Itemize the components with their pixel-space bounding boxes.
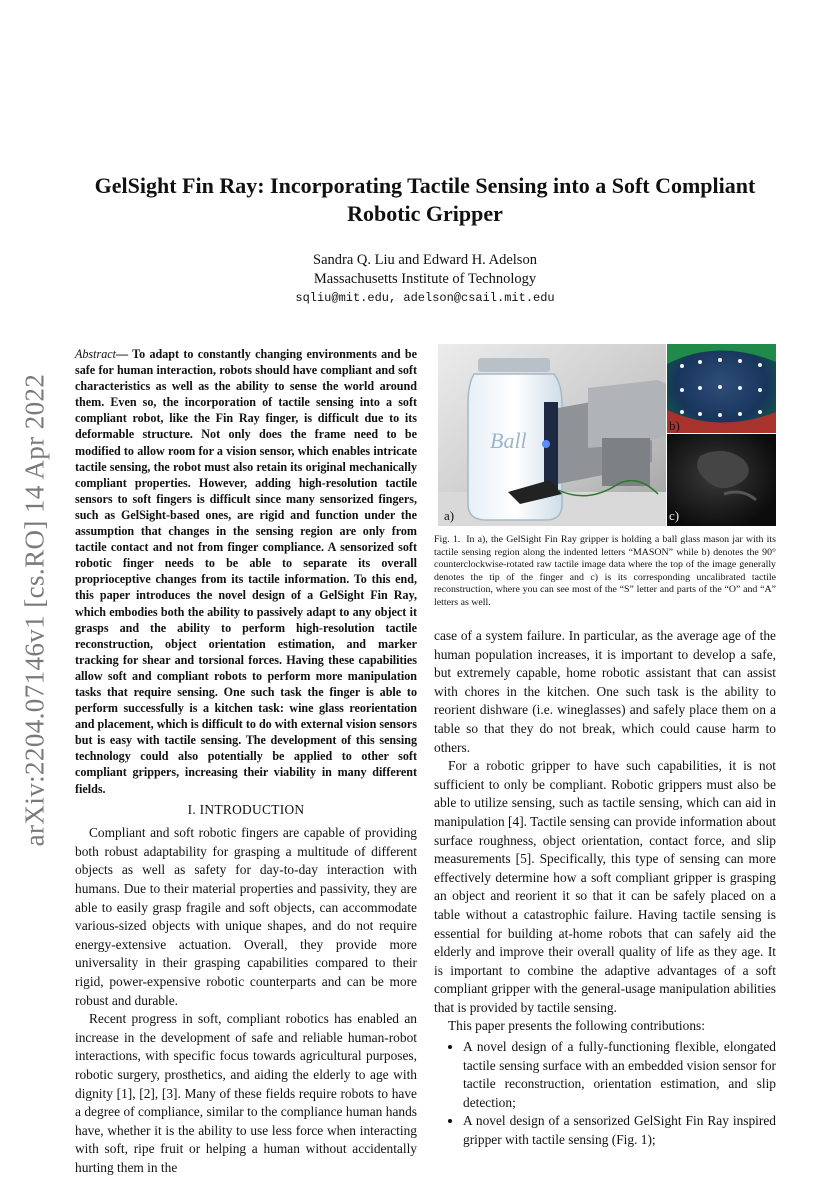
figure-1-caption-text: In a), the GelSight Fin Ray gripper is holding a ball glass mason jar with its tactile sensing region along the indented letters “MASON” while b) denotes the 90° counterclockwise-rotated raw tactile image data where the top of the image generally denotes the tip of the finger and c) is its corresponding uncalibrated tactile reconstruction, where you can see most of the “S” letter and parts of the “O” and “A” letters as well.: [434, 534, 776, 608]
panel-c-tactile-reconstruction: [667, 434, 776, 526]
abstract-label: Abstract: [75, 347, 116, 361]
section-heading-introduction: I. INTRODUCTION: [187, 801, 305, 817]
panel-label-c: c): [669, 508, 680, 523]
intro-paragraph-2-continued: case of a system failure. In particular, as the average age of the human population increases, it is important to develop a safe, but extremely capable, home robotic assistant that can assist with chores in the kitchen. One such task is the ability to reorient dishware (i.e. wineglasses) and safely place them on a table so that they do not break, which could cause harm to others.: [434, 628, 776, 755]
paper-title: GelSight Fin Ray: Incorporating Tactile Sensing into a Soft Compliant Robotic Gripper: [94, 173, 756, 226]
abstract-text: — To adapt to constantly changing environments and be safe for human interaction, robots should have compliant and soft characteristics as well as the ability to sense the world around them. Even so, the incorporation of tactile sensing into a soft compliant robot, like the Fin Ray finger, is difficult due to its deformable structure. Not only does the frame need to be modified to allow room for a vision sensor, which enables intricate tactile sensing, the robot must also retain its original mechanically compliant properties. However, adding high-resolution tactile sensors to soft fingers is difficult since many sensorized fingers, such as GelSight-based ones, are rigid and function under the assumption that changes in the sensing region are only from tactile contact and not from finger compliance. A sensorized soft robotic finger needs to be able to separate its overall proprioceptive changes from its tactile information. To this end, this paper introduces the novel design of a GelSight Fin Ray, which embodies both the ability to passively adapt to any object it grasps and the ability to perform high-resolution tactile reconstruction, object orientation estimation, and marker tracking for shear and torsional forces. Having these capabilities allow soft and compliant robots to perform more manipulation tasks that require sensing. One such task the finger is able to perform successfully is a kitchen task: wine glass reorientation and placement, which is difficult to do with external vision sensors but is easy with tactile sensing. The development of this sensing technology could also potentially be applied to other soft compliant grippers, increasing their viability in many different fields.: [75, 347, 417, 796]
panel-a-photo: [438, 344, 666, 526]
author-block: [60, 251, 790, 308]
arxiv-identifier: [14, 360, 56, 860]
right-column: [434, 627, 776, 1150]
intro-paragraph-1: Compliant and soft robotic fingers are capable of providing both robust adaptability for grasping a multitude of different objects as well as safety for day-to-day interaction with humans. Due to their material properties and passivity, they are able to easily grasp fragile and soft objects, can accommodate various-sized objects with unique shapes, and do not require energy-extensive actuation. Overall, they provide more universality in their grasping capabilities compared to their rigid, power-expensive robotic counterparts and can be more robust and durable.: [75, 825, 417, 1008]
abstract: [75, 346, 417, 797]
arxiv-identifier-text: arXiv:2204.07146v1 [cs.RO] 14 Apr 2022: [19, 373, 50, 847]
contributions-list: [434, 1038, 776, 1150]
author-affiliation: Massachusetts Institute of Technology: [313, 271, 537, 287]
panel-b-raw-tactile-image: [667, 344, 776, 433]
panel-label-a: a): [444, 508, 455, 523]
figure-1: [438, 344, 776, 526]
intro-paragraph-4: This paper presents the following contributions:: [448, 1018, 705, 1034]
intro-paragraph-2: Recent progress in soft, compliant robotics has enabled an increase in the development of safe and reliable human-robot interactions, with specific focus towards agricultural purposes, robotic surgery, prosthetics, and aiding the elderly to age with dignity [1], [2], [3]. Many of these fields require robots to have a degree of compliance, similar to the compliance human hands have, whether it is the ability to use less force when interacting with soft, ripe fruit or helping a human without accidentally hurting them in the: [75, 1011, 417, 1175]
contribution-item: • A novel design of a fully-functioning flexible, elongated tactile sensing surface with an embedded vision sensor for tactile reconstruction, orientation estimation, and slip detection;: [463, 1038, 776, 1112]
author-names: Sandra Q. Liu and Edward H. Adelson: [313, 252, 537, 268]
intro-paragraph-3: For a robotic gripper to have such capabilities, it is not sufficient to only be compliant. Robotic grippers must also be able to utilize sensing, such as tactile sensing, which can aid in manipulation [4]. Tactile sensing can provide information about surface roughness, object orientation, contact force, and slip measurements [5]. Specifically, this type of sensing can more effectively determine how a soft compliant gripper is grasping an object and reorient it so that it can be safely placed on a table without a catastrophic failure. Having tactile sensing is essential for building at-home robots that can safely aid the elderly and improve their overall quality of life as they age. It is important to combine the adaptive advantages of a soft compliant gripper with the general-usage manipulation abilities that is provided by tactile sensing.: [434, 758, 776, 1015]
author-emails: sqliu@mit.edu, adelson@csail.mit.edu: [295, 291, 555, 305]
panel-label-b: b): [669, 418, 680, 433]
svg-text:Ball: Ball: [490, 428, 527, 453]
left-column: [75, 346, 417, 1178]
figure-1-caption: [434, 534, 776, 610]
figure-1-image: [438, 344, 776, 526]
figure-1-caption-label: Fig. 1.: [434, 534, 461, 545]
contribution-item: • A novel design of a sensorized GelSight Fin Ray inspired gripper with tactile sensing (Fig. 1);: [463, 1112, 776, 1149]
